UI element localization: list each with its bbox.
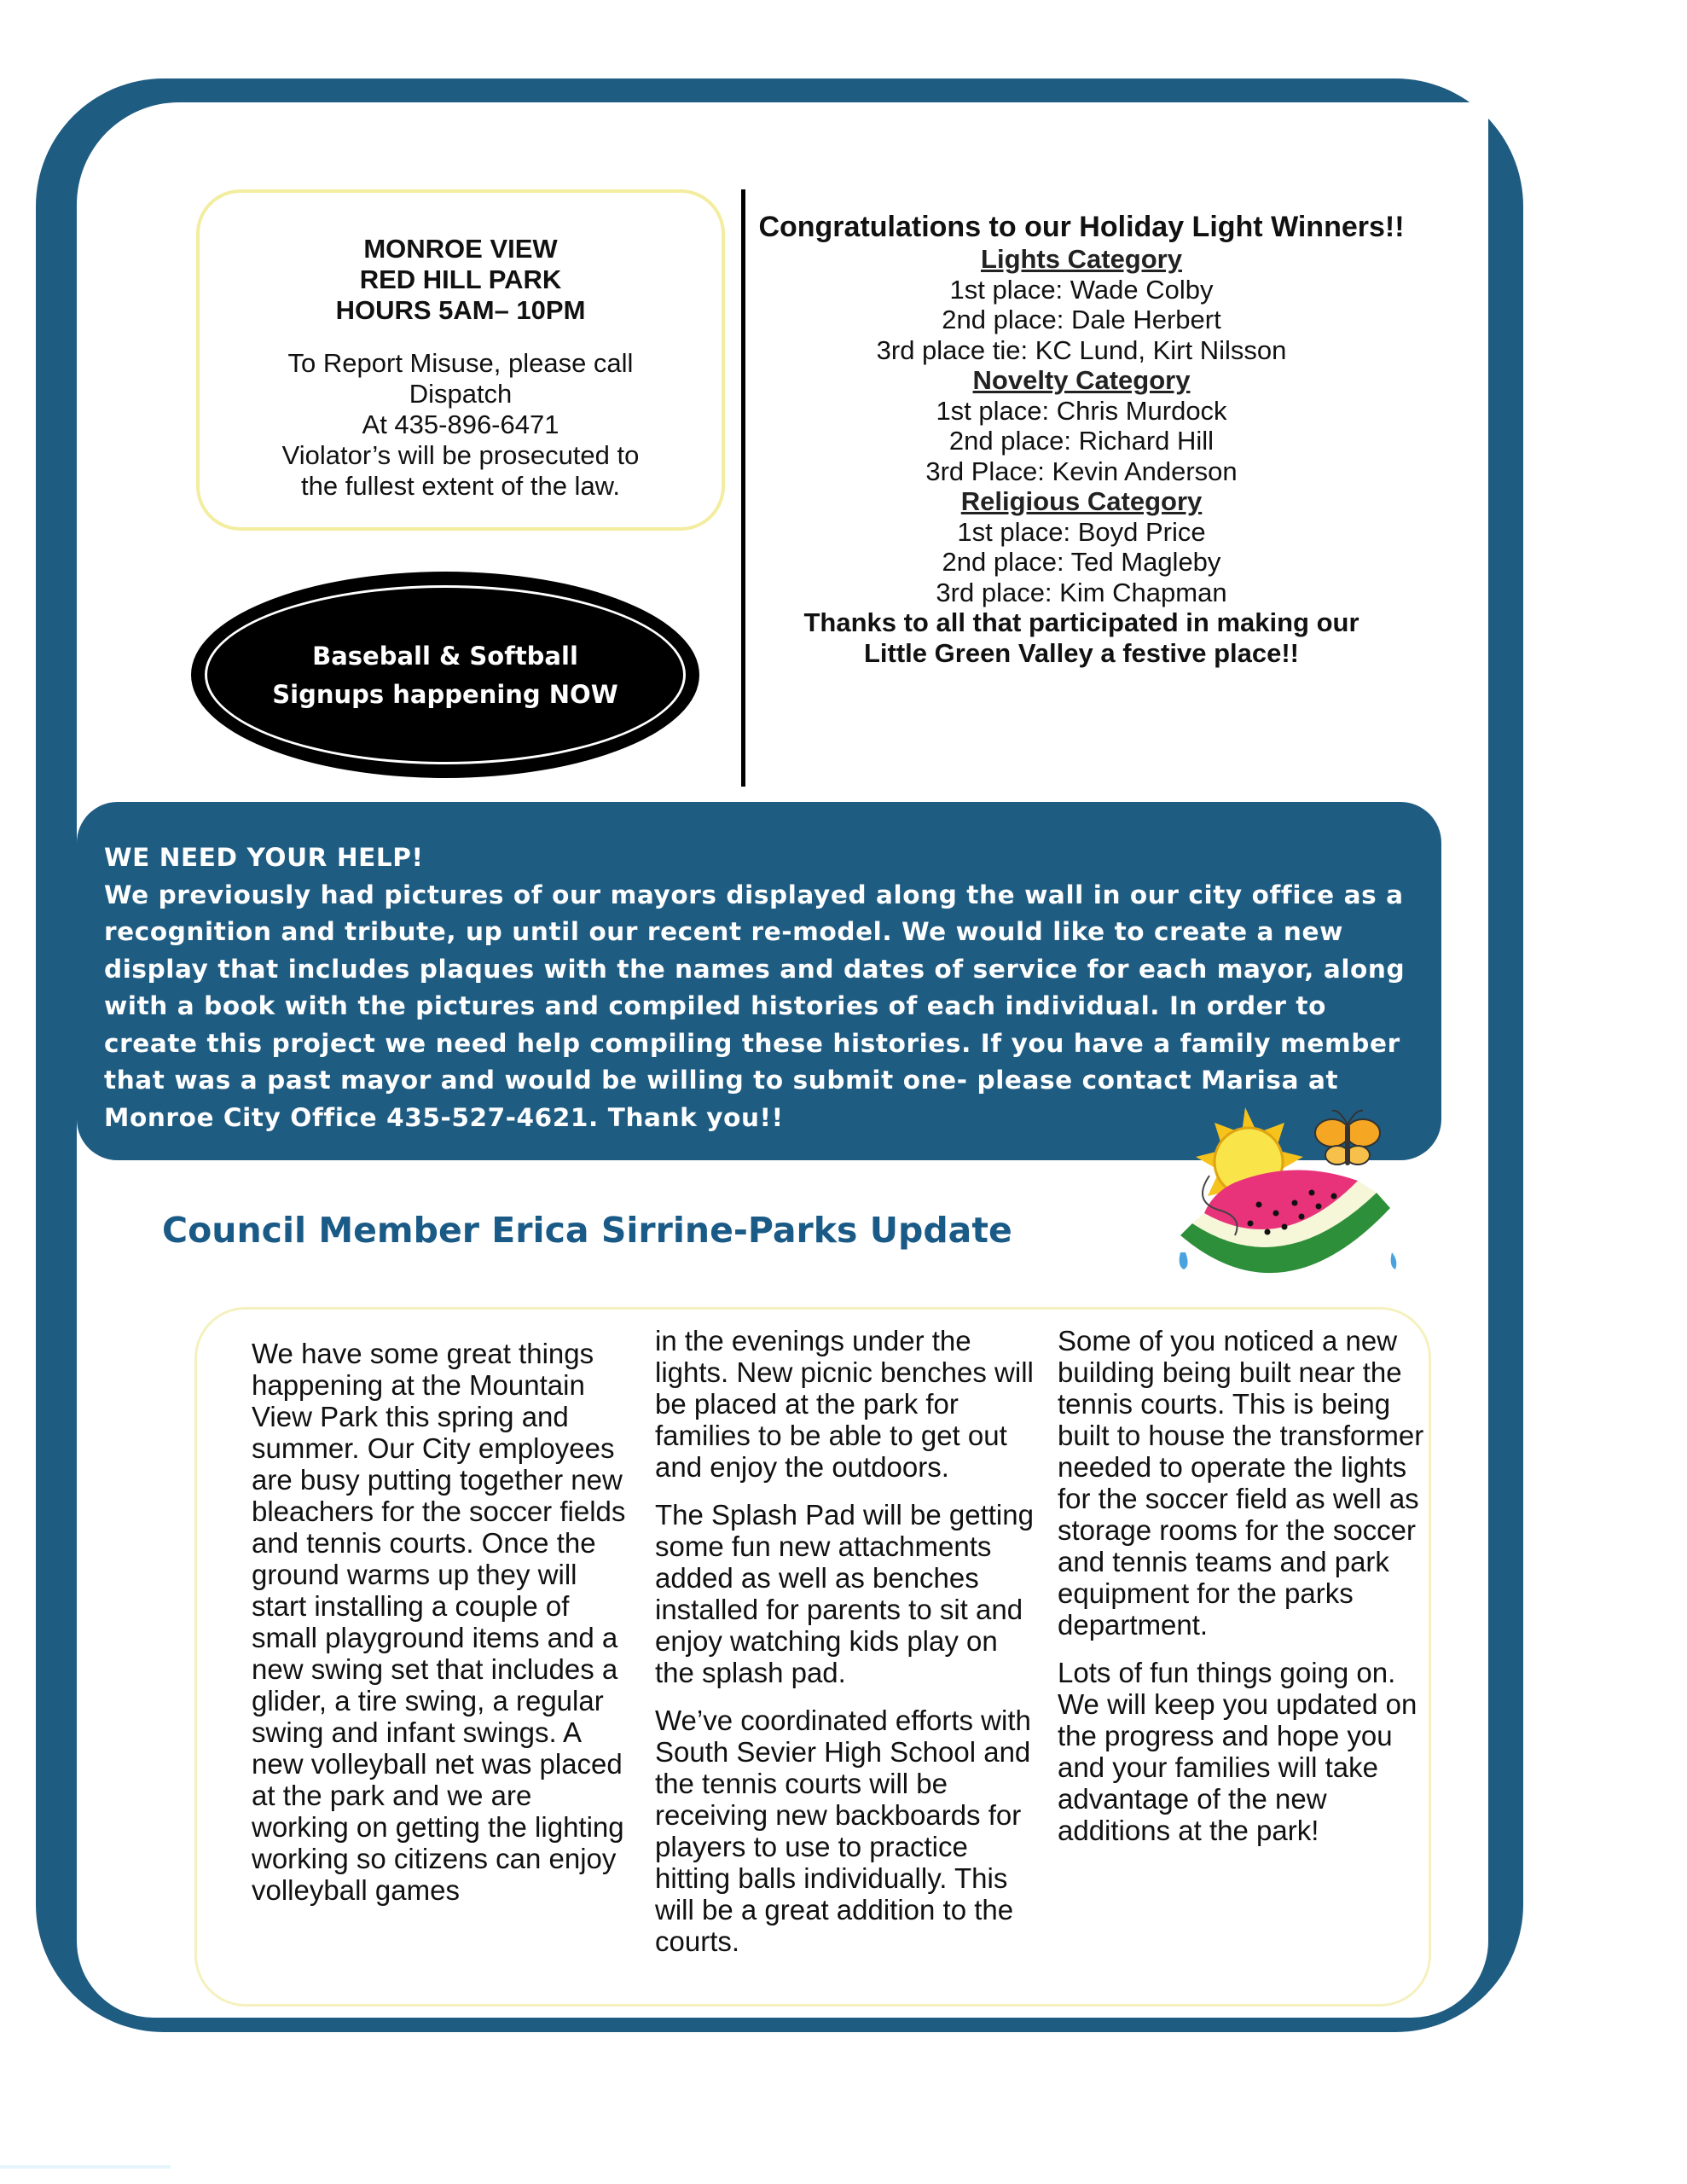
update-paragraph: Lots of fun things going on. We will keep you updated on the progress and hope you and your families will take advantage of the new additions at the park! bbox=[1058, 1657, 1417, 1846]
help-body: We previously had pictures of our mayors displayed along the wall in our city office as a recognition and tribute, up until our recent re-model. We would like to create a new display that includes plaques with the names and dates of service for each mayor, along with a book with the pictures and compiled histories of each individual. In order to create this project we need help compiling these histories. If you have a family member that was a past mayor and would be willing to submit one- please contact Marisa at Monroe City Office 435-527-4621. Thank you!! bbox=[104, 880, 1406, 1132]
winner-line: 3rd place tie: KC Lund, Kirt Nilsson bbox=[876, 334, 1287, 365]
page-title: More City Happenings...... bbox=[226, 101, 866, 150]
winner-line: 2nd place: Richard Hill bbox=[948, 426, 1215, 456]
watermelon-icon bbox=[1180, 1170, 1390, 1273]
update-paragraph: The Splash Pad will be getting some fun new attachments added as well as benches installed for parents to sit and enjoy watching kids play on the splash pad. bbox=[655, 1499, 1034, 1688]
update-column-2 bbox=[655, 1325, 1035, 1973]
butterfly-icon bbox=[1315, 1111, 1380, 1165]
scan-edge-mark bbox=[0, 2165, 171, 2169]
category-heading: Lights Category bbox=[981, 244, 1182, 274]
signups-text: Baseball & Softball Signups happening NOW bbox=[272, 642, 618, 709]
update-column-3 bbox=[1058, 1325, 1437, 1862]
winner-line: 2nd place: Ted Magleby bbox=[942, 547, 1221, 577]
winner-line: 1st place: Boyd Price bbox=[957, 516, 1206, 547]
winner-line: 2nd place: Dale Herbert bbox=[942, 305, 1221, 334]
help-request-box bbox=[77, 802, 1441, 1160]
winner-line: 1st place: Chris Murdock bbox=[936, 395, 1227, 426]
update-paragraph: in the evenings under the lights. New picnic benches will be placed at the park for families to be able to get out and enjoy the outdoors. bbox=[655, 1325, 1034, 1483]
help-heading: WE NEED YOUR HELP! bbox=[104, 843, 424, 872]
update-paragraph: We have some great things happening at the Mountain View Park this spring and summer. Our City employees are busy putting together new bleachers for the soccer fields and tennis courts. Once the ground warms up they will start installing a couple of small playground items and a new swing set that includes a glider, a tire swing, a regular swing and infant swings. A new volleyball net was placed at the park and we are working on getting the lighting working so citizens can enjoy volleyball games bbox=[252, 1338, 626, 1906]
winner-line: 1st place: Wade Colby bbox=[949, 274, 1214, 305]
update-paragraph: Some of you noticed a new building being built near the tennis courts. This is being built to house the transformer needed to operate the lights for the soccer field as well as storage rooms for the soccer and tennis teams and park equipment for the parks department. bbox=[1058, 1325, 1424, 1641]
winner-line: 3rd place: Kim Chapman bbox=[936, 577, 1227, 607]
signups-badge bbox=[191, 572, 699, 778]
update-paragraph: We’ve coordinated efforts with South Sevier High School and the tennis courts will be receiving new backboards for players to use to practice hitting balls individually. This will be a great addition to the courts. bbox=[655, 1705, 1031, 1957]
sun-watermelon-clipart bbox=[1175, 1107, 1399, 1302]
winner-line: 3rd Place: Kevin Anderson bbox=[925, 456, 1238, 486]
category-heading: Religious Category bbox=[960, 486, 1203, 516]
park-hours-heading: MONROE VIEW RED HILL PARK HOURS 5AM– 10PM bbox=[335, 234, 586, 325]
park-notice-box bbox=[196, 189, 725, 531]
winners-closing: Thanks to all that participated in making our Little Green Valley a festive place!! bbox=[803, 607, 1359, 668]
park-misuse-note: To Report Misuse, please call Dispatch At 435-896-6471 Violator’s will be prosecuted to the fullest extent of the law. bbox=[281, 348, 640, 501]
winners-title: Congratulations to our Holiday Light Winners!! bbox=[758, 211, 1405, 243]
holiday-lights-winners bbox=[740, 210, 1423, 668]
update-column-1 bbox=[252, 1338, 631, 1922]
category-heading: Novelty Category bbox=[972, 365, 1191, 395]
council-update-heading: Council Member Erica Sirrine-Parks Update bbox=[162, 1210, 1012, 1251]
